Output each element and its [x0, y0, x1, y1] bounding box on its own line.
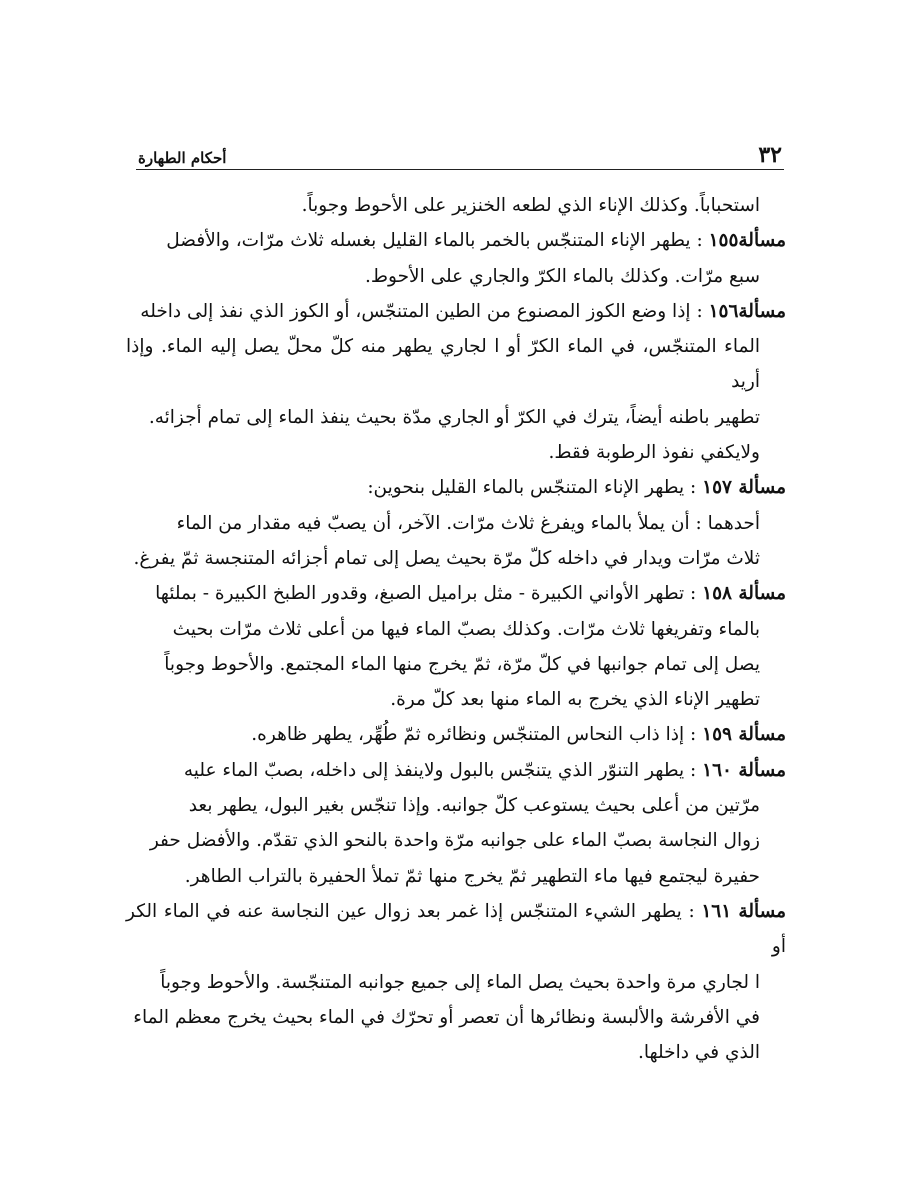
issue-text: : تطهر الأواني الكبيرة - مثل براميل الصبغ، وقدور الطبخ الكبيرة - بملئها — [155, 583, 703, 605]
issue-text: : يطهر الشيء المتنجّس إذا غمر بعد زوال عين النجاسة عنه في الماء الكر أو — [126, 900, 786, 958]
text-line: في الأفرشة والألبسة ونظائرها أن تعصر أو تحرّك في الماء بحيث يخرج معظم الماء — [133, 1006, 760, 1028]
issue-number: مسألة ١٥٧ — [702, 477, 786, 499]
issue-number: مسألة ١٥٨ — [702, 583, 786, 605]
text-line: زوال النجاسة بصبّ الماء على جوانبه مرّة واحدة بالنحو الذي تقدّم. والأفضل حفر — [149, 830, 760, 852]
header-rule — [136, 169, 784, 170]
issue-number: مسألة ١٦٠ — [702, 759, 786, 781]
text-line: ثلاث مرّات ويدار في داخله كلّ مرّة بحيث يصل إلى تمام أجزائه المتنجسة ثمّ يفرغ. — [133, 547, 760, 569]
text-line: ولايكفي نفوذ الرطوبة فقط. — [548, 442, 760, 464]
issue-first-line — [126, 294, 786, 329]
issue-first-line — [126, 753, 786, 788]
issue-number: مسألة ١٥٩ — [702, 724, 786, 746]
issue-159 — [126, 717, 786, 752]
issue-first-line — [126, 894, 786, 965]
issue-first-line — [126, 576, 786, 611]
page-number: ٣٢ — [758, 142, 782, 168]
text-line: سبع مرّات. وكذلك بالماء الكرّ والجاري على الأحوط. — [365, 265, 760, 287]
text-line: حفيرة ليجتمع فيها ماء التطهير ثمّ يخرج منها ثمّ تملأ الحفيرة بالتراب الطاهر. — [184, 865, 760, 887]
text-line: بالماء وتفريغها ثلاث مرّات. وكذلك بصبّ الماء فيها من أعلى ثلاث مرّات بحيث — [172, 618, 760, 640]
issue-158 — [126, 576, 786, 717]
issue-number: مسألة١٥٦ — [708, 300, 786, 322]
issue-155 — [126, 223, 786, 294]
text-line: الماء المتنجّس، في الماء الكرّ أو ا لجاري يطهر منه كلّ محلّ يصل إليه الماء. وإذا أريد — [126, 336, 760, 393]
running-head — [138, 132, 782, 166]
issue-text: : يطهر الإناء المتنجّس بالماء القليل بنحوين: — [367, 477, 703, 499]
issue-text: : إذا وضع الكوز المصنوع من الطين المتنجّس، أو الكوز الذي نفذ إلى داخله — [140, 300, 709, 322]
issue-text: : يطهر الإناء المتنجّس بالخمر بالماء القليل بغسله ثلاث مرّات، والأفضل — [166, 230, 709, 252]
section-title: أحكام الطهارة — [138, 149, 227, 167]
issue-160 — [126, 753, 786, 894]
issue-156 — [126, 294, 786, 470]
text-line: أحدهما : أن يملأ بالماء ويفرغ ثلاث مرّات. الآخر، أن يصبّ فيه مقدار من الماء — [176, 512, 760, 534]
text-line: ا لجاري مرة واحدة بحيث يصل الماء إلى جميع جوانبه المتنجّسة. والأحوط وجوباً — [160, 971, 760, 993]
issue-161 — [126, 894, 786, 1070]
body-text — [126, 188, 786, 1070]
issue-first-line — [126, 223, 786, 258]
text-line: مرّتين من أعلى بحيث يستوعب كلّ جوانبه. وإذا تنجّس بغير البول، يطهر بعد — [188, 795, 760, 817]
text-line: يصل إلى تمام جوانبها في كلّ مرّة، ثمّ يخرج منها الماء المجتمع. والأحوط وجوباً — [164, 653, 760, 675]
issue-157 — [126, 470, 786, 576]
text-line: تطهير باطنه أيضاً، يترك في الكرّ أو الجاري مدّة بحيث ينفذ الماء إلى تمام أجزائه. — [148, 406, 760, 428]
issue-number: مسألة١٥٥ — [708, 230, 786, 252]
issue-first-line — [126, 717, 786, 752]
text-line: تطهير الإناء الذي يخرج به الماء منها بعد كلّ مرة. — [390, 689, 760, 711]
issue-first-line — [126, 470, 786, 505]
text-line: الذي في داخلها. — [638, 1042, 760, 1064]
issue-text: : يطهر التنوّر الذي يتنجّس بالبول ولاينفذ إلى داخله، بصبّ الماء عليه — [183, 759, 703, 781]
text-line: استحباباً. وكذلك الإناء الذي لطعه الخنزير على الأحوط وجوباً. — [301, 195, 760, 216]
issue-text: : إذا ذاب النحاس المتنجّس ونظائره ثمّ طُهِّر، يطهر ظاهره. — [251, 724, 703, 746]
continuation-paragraph — [126, 188, 786, 223]
issue-number: مسألة ١٦١ — [701, 900, 787, 922]
